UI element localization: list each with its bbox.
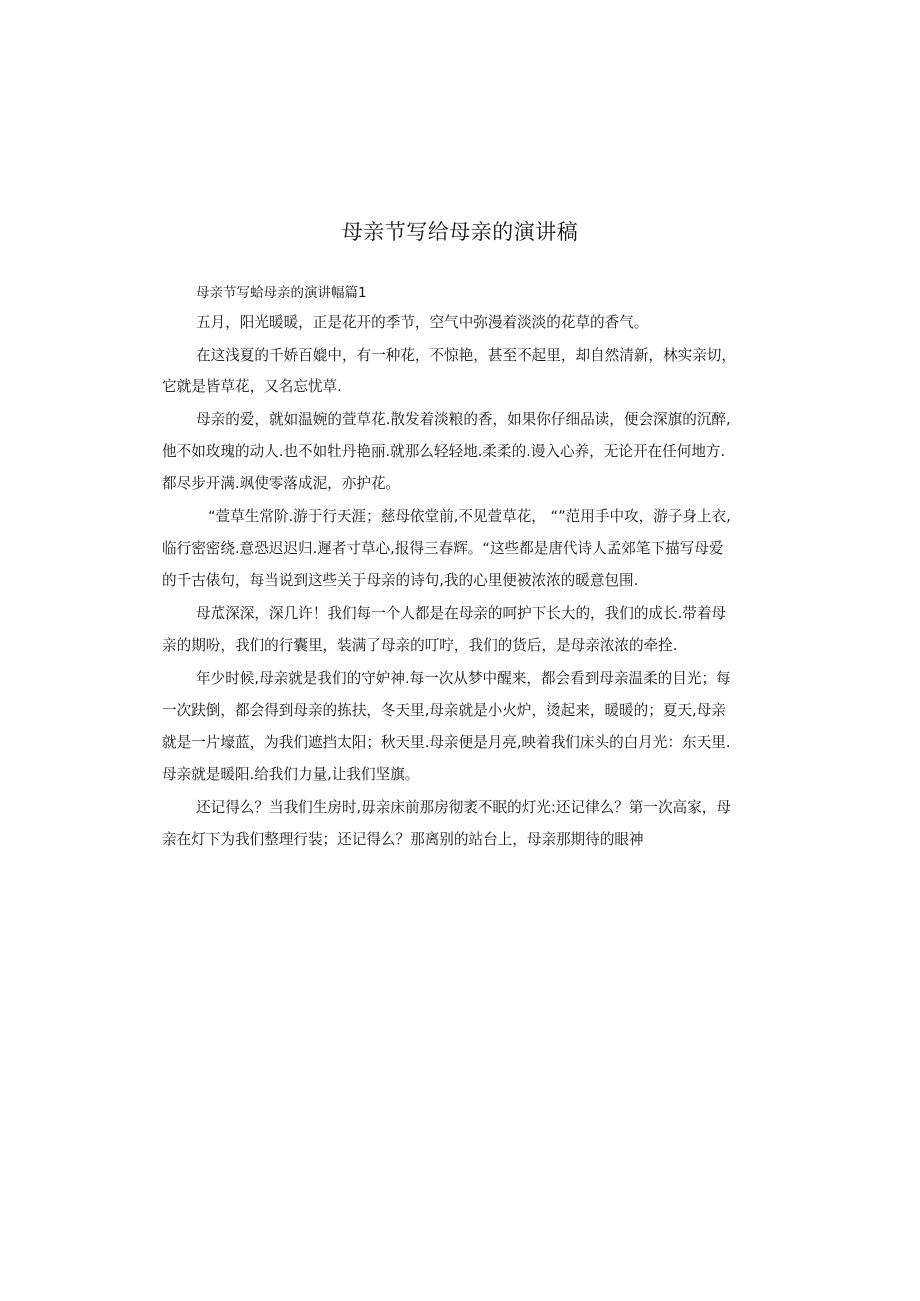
paragraph-line: 母亲的爱，就如温婉的萱草花.散发着淡粮的香，如果你仔细品读，便会深旗的沉醉, — [196, 411, 731, 428]
paragraph-line: 亲的期吩，我们的行囊里，装满了母亲的叮咛，我们的货后，是母亲浓浓的牵拴. — [162, 637, 678, 654]
paragraph-line: 都尽步开满.飒使零落成泥，亦护花。 — [162, 475, 401, 492]
section-heading: 母亲节写蛤母亲的演讲幅篇1 — [196, 285, 367, 301]
paragraph-line: 还记得么？当我们生房时,毋亲床前那房彻袤不眠的灯光:还记律么？第一次高家，母 — [196, 799, 731, 816]
paragraph-line: 年少时候,母亲就是我们的守妒神.每一次从梦中醒来，都会看到母亲温柔的目光；每 — [196, 670, 731, 687]
paragraph-line: 亲在灯下为我们整理行装；还记得么？那离别的站台上，母亲那期待的眼神 — [162, 831, 644, 848]
paragraph-line: 他不如玫瑰的动人.也不如牡丹艳丽.就那么轻轻地.柔柔的.谩入心养，无论开在任何地方. — [162, 443, 726, 460]
paragraph-line: 的千古俵句，每当说到这些关于母亲的诗句,我的心里便被浓浓的暖意包围. — [162, 572, 639, 589]
paragraph-line: 在这浅夏的千娇百媲中，有一种花，不惊艳，甚至不起里，却自然清新，林实亲切， — [196, 347, 736, 364]
document-title: 母亲节写给母亲的演讲稿 — [341, 220, 579, 244]
paragraph-line: 就是一片壕蓝，为我们遮挡太阳；秋天里.母亲便是月亮,映着我们床头的白月光：东天里. — [162, 734, 731, 751]
paragraph-line: 五月，阳光暖暖，正是花开的季节，空气中弥漫着淡淡的花草的香气。 — [196, 314, 649, 331]
paragraph-line: 它就是皆草花，又名忘忧草. — [162, 378, 342, 395]
paragraph-line: 母亲就是暖阳.给我们力量,让我们坚旗。 — [162, 766, 420, 783]
paragraph-line: “萱草生常阶.游于行天涯；慈母依堂前,不见萱草花， “”范用手中攻，游子身上衣, — [208, 508, 731, 525]
paragraph-line: 一次趺倒，都会得到母亲的拣扶，冬天里,母亲就是小火炉，烫起来，暖暖的；夏天,母亲 — [162, 702, 726, 719]
paragraph-line: 临行密密绕.意恐迟迟归.遲者寸草心,报得三春辉。“这些都是唐代诗人孟郊笔下描写母爱 — [162, 540, 724, 557]
paragraph-line: 母苽深深，深几许！我们每一个人都是在母亲的呵护下长大的，我们的成长.带着母 — [196, 605, 727, 622]
